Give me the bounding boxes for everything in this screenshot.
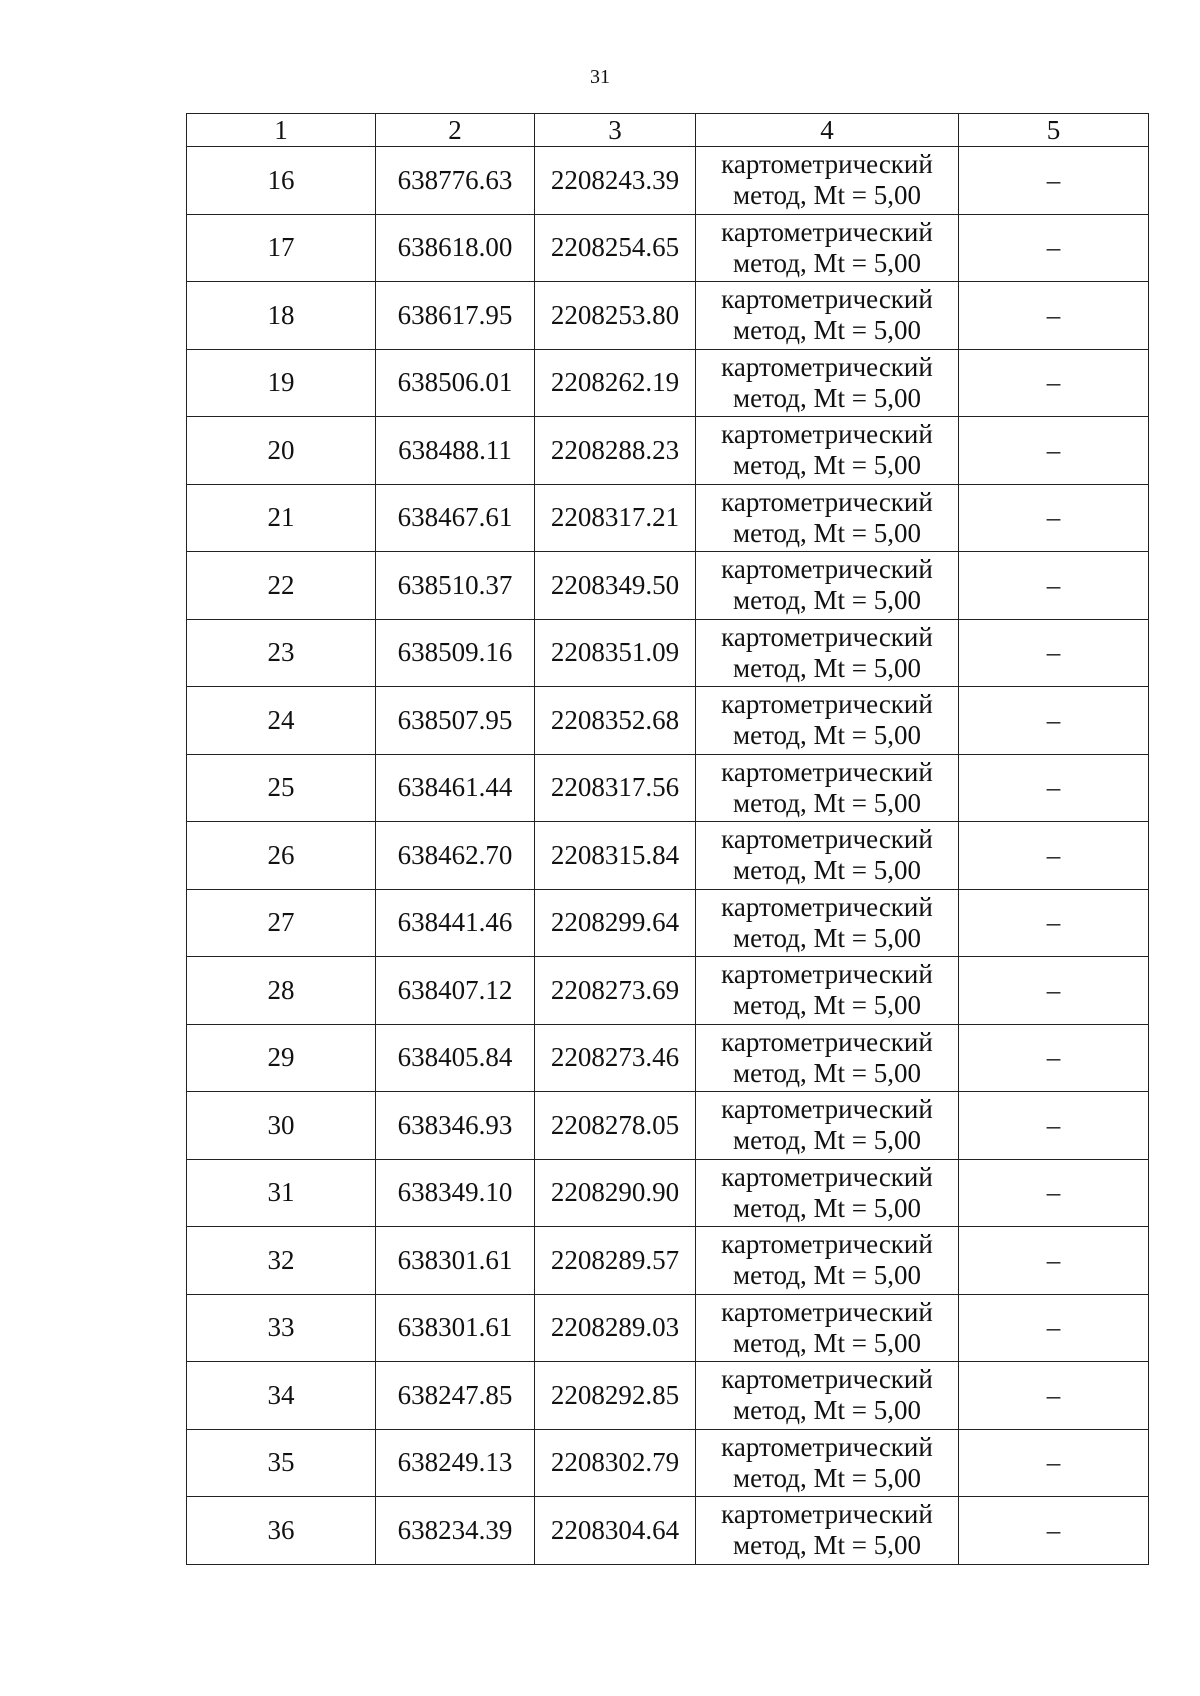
- method-line-2: метод, Mt = 5,00: [733, 922, 921, 953]
- method-cell: [696, 1429, 959, 1497]
- table-row: [187, 1429, 1149, 1497]
- method-line-2: метод, Mt = 5,00: [733, 855, 921, 886]
- method-cell: [696, 147, 959, 215]
- method-line-2: метод, Mt = 5,00: [733, 1125, 921, 1156]
- method-line-1: картометрический: [721, 756, 933, 787]
- x-coordinate-cell: 638349.10: [376, 1159, 535, 1227]
- method-cell: [696, 1497, 959, 1565]
- method-cell: [696, 687, 959, 755]
- note-cell: –: [959, 1294, 1149, 1362]
- note-cell: –: [959, 349, 1149, 417]
- x-coordinate-cell: 638405.84: [376, 1024, 535, 1092]
- point-number-cell: 20: [187, 417, 376, 485]
- point-number-cell: 34: [187, 1362, 376, 1430]
- method-line-1: картометрический: [721, 1229, 933, 1260]
- method-line-2: метод, Mt = 5,00: [733, 652, 921, 683]
- method-line-1: картометрический: [721, 621, 933, 652]
- note-cell: –: [959, 1227, 1149, 1295]
- point-number-cell: 23: [187, 619, 376, 687]
- table-row: [187, 214, 1149, 282]
- table-row: [187, 552, 1149, 620]
- method-line-1: картометрический: [721, 824, 933, 855]
- y-coordinate-cell: 2208262.19: [535, 349, 696, 417]
- x-coordinate-cell: 638346.93: [376, 1092, 535, 1160]
- y-coordinate-cell: 2208299.64: [535, 889, 696, 957]
- y-coordinate-cell: 2208352.68: [535, 687, 696, 755]
- column-header-5: 5: [959, 114, 1149, 147]
- table-row: [187, 619, 1149, 687]
- y-coordinate-cell: 2208288.23: [535, 417, 696, 485]
- y-coordinate-cell: 2208349.50: [535, 552, 696, 620]
- note-cell: –: [959, 1429, 1149, 1497]
- method-line-2: метод, Mt = 5,00: [733, 382, 921, 413]
- x-coordinate-cell: 638301.61: [376, 1294, 535, 1362]
- method-cell: [696, 282, 959, 350]
- point-number-cell: 22: [187, 552, 376, 620]
- y-coordinate-cell: 2208351.09: [535, 619, 696, 687]
- x-coordinate-cell: 638249.13: [376, 1429, 535, 1497]
- method-cell: [696, 349, 959, 417]
- method-line-1: картометрический: [721, 689, 933, 720]
- y-coordinate-cell: 2208273.46: [535, 1024, 696, 1092]
- method-cell: [696, 214, 959, 282]
- note-cell: –: [959, 687, 1149, 755]
- method-line-2: метод, Mt = 5,00: [733, 585, 921, 616]
- table-row: [187, 1227, 1149, 1295]
- method-line-1: картометрический: [721, 351, 933, 382]
- table-row: [187, 754, 1149, 822]
- note-cell: –: [959, 754, 1149, 822]
- method-cell: [696, 619, 959, 687]
- x-coordinate-cell: 638617.95: [376, 282, 535, 350]
- point-number-cell: 18: [187, 282, 376, 350]
- method-line-2: метод, Mt = 5,00: [733, 1057, 921, 1088]
- point-number-cell: 21: [187, 484, 376, 552]
- table-header: [187, 114, 1149, 147]
- y-coordinate-cell: 2208289.03: [535, 1294, 696, 1362]
- x-coordinate-cell: 638506.01: [376, 349, 535, 417]
- method-line-2: метод, Mt = 5,00: [733, 720, 921, 751]
- y-coordinate-cell: 2208292.85: [535, 1362, 696, 1430]
- point-number-cell: 17: [187, 214, 376, 282]
- method-line-1: картометрический: [721, 216, 933, 247]
- method-line-1: картометрический: [721, 284, 933, 315]
- method-line-2: метод, Mt = 5,00: [733, 1462, 921, 1493]
- method-line-1: картометрический: [721, 1431, 933, 1462]
- method-cell: [696, 1024, 959, 1092]
- table-row: [187, 484, 1149, 552]
- table-row: [187, 417, 1149, 485]
- method-line-2: метод, Mt = 5,00: [733, 315, 921, 346]
- table-row: [187, 1159, 1149, 1227]
- table-row: [187, 1362, 1149, 1430]
- point-number-cell: 26: [187, 822, 376, 890]
- method-line-2: метод, Mt = 5,00: [733, 180, 921, 211]
- x-coordinate-cell: 638618.00: [376, 214, 535, 282]
- note-cell: –: [959, 1092, 1149, 1160]
- method-cell: [696, 484, 959, 552]
- x-coordinate-cell: 638247.85: [376, 1362, 535, 1430]
- point-number-cell: 28: [187, 957, 376, 1025]
- method-line-1: картометрический: [721, 554, 933, 585]
- table-row: [187, 687, 1149, 755]
- note-cell: –: [959, 889, 1149, 957]
- method-line-2: метод, Mt = 5,00: [733, 1530, 921, 1561]
- point-number-cell: 16: [187, 147, 376, 215]
- point-number-cell: 31: [187, 1159, 376, 1227]
- x-coordinate-cell: 638488.11: [376, 417, 535, 485]
- table-row: [187, 1024, 1149, 1092]
- method-line-2: метод, Mt = 5,00: [733, 787, 921, 818]
- method-cell: [696, 1362, 959, 1430]
- y-coordinate-cell: 2208254.65: [535, 214, 696, 282]
- method-line-2: метод, Mt = 5,00: [733, 517, 921, 548]
- note-cell: –: [959, 282, 1149, 350]
- method-line-1: картометрический: [721, 149, 933, 180]
- method-line-2: метод, Mt = 5,00: [733, 990, 921, 1021]
- x-coordinate-cell: 638441.46: [376, 889, 535, 957]
- point-number-cell: 33: [187, 1294, 376, 1362]
- note-cell: –: [959, 1024, 1149, 1092]
- method-line-2: метод, Mt = 5,00: [733, 450, 921, 481]
- method-line-2: метод, Mt = 5,00: [733, 1327, 921, 1358]
- note-cell: –: [959, 214, 1149, 282]
- y-coordinate-cell: 2208243.39: [535, 147, 696, 215]
- x-coordinate-cell: 638507.95: [376, 687, 535, 755]
- method-line-1: картометрический: [721, 419, 933, 450]
- header-row: [187, 114, 1149, 147]
- y-coordinate-cell: 2208317.21: [535, 484, 696, 552]
- y-coordinate-cell: 2208302.79: [535, 1429, 696, 1497]
- y-coordinate-cell: 2208315.84: [535, 822, 696, 890]
- y-coordinate-cell: 2208304.64: [535, 1497, 696, 1565]
- method-cell: [696, 889, 959, 957]
- method-cell: [696, 1294, 959, 1362]
- x-coordinate-cell: 638301.61: [376, 1227, 535, 1295]
- y-coordinate-cell: 2208253.80: [535, 282, 696, 350]
- note-cell: –: [959, 619, 1149, 687]
- method-line-1: картометрический: [721, 1499, 933, 1530]
- x-coordinate-cell: 638509.16: [376, 619, 535, 687]
- note-cell: –: [959, 552, 1149, 620]
- column-header-2: 2: [376, 114, 535, 147]
- point-number-cell: 27: [187, 889, 376, 957]
- x-coordinate-cell: 638776.63: [376, 147, 535, 215]
- column-header-4: 4: [696, 114, 959, 147]
- method-line-1: картометрический: [721, 1094, 933, 1125]
- method-line-2: метод, Mt = 5,00: [733, 247, 921, 278]
- point-number-cell: 29: [187, 1024, 376, 1092]
- y-coordinate-cell: 2208273.69: [535, 957, 696, 1025]
- method-line-1: картометрический: [721, 1364, 933, 1395]
- point-number-cell: 19: [187, 349, 376, 417]
- x-coordinate-cell: 638462.70: [376, 822, 535, 890]
- method-line-2: метод, Mt = 5,00: [733, 1192, 921, 1223]
- method-cell: [696, 552, 959, 620]
- table-row: [187, 1092, 1149, 1160]
- table-row: [187, 822, 1149, 890]
- page-number: 31: [590, 66, 610, 88]
- y-coordinate-cell: 2208278.05: [535, 1092, 696, 1160]
- x-coordinate-cell: 638234.39: [376, 1497, 535, 1565]
- table-row: [187, 1294, 1149, 1362]
- method-line-1: картометрический: [721, 486, 933, 517]
- note-cell: –: [959, 1159, 1149, 1227]
- point-number-cell: 32: [187, 1227, 376, 1295]
- point-number-cell: 24: [187, 687, 376, 755]
- method-cell: [696, 957, 959, 1025]
- note-cell: –: [959, 822, 1149, 890]
- table-row: [187, 147, 1149, 215]
- table-row: [187, 1497, 1149, 1565]
- method-cell: [696, 1092, 959, 1160]
- method-line-1: картометрический: [721, 1161, 933, 1192]
- table-row: [187, 889, 1149, 957]
- x-coordinate-cell: 638461.44: [376, 754, 535, 822]
- point-number-cell: 25: [187, 754, 376, 822]
- table-row: [187, 957, 1149, 1025]
- note-cell: –: [959, 147, 1149, 215]
- method-line-2: метод, Mt = 5,00: [733, 1395, 921, 1426]
- method-line-1: картометрический: [721, 959, 933, 990]
- method-line-1: картометрический: [721, 1026, 933, 1057]
- table-body: [187, 147, 1149, 1565]
- note-cell: –: [959, 957, 1149, 1025]
- note-cell: –: [959, 417, 1149, 485]
- x-coordinate-cell: 638407.12: [376, 957, 535, 1025]
- column-header-3: 3: [535, 114, 696, 147]
- y-coordinate-cell: 2208289.57: [535, 1227, 696, 1295]
- method-line-1: картометрический: [721, 1296, 933, 1327]
- method-cell: [696, 1159, 959, 1227]
- method-cell: [696, 822, 959, 890]
- table-row: [187, 282, 1149, 350]
- method-cell: [696, 1227, 959, 1295]
- method-line-1: картометрический: [721, 891, 933, 922]
- method-cell: [696, 754, 959, 822]
- y-coordinate-cell: 2208317.56: [535, 754, 696, 822]
- x-coordinate-cell: 638467.61: [376, 484, 535, 552]
- x-coordinate-cell: 638510.37: [376, 552, 535, 620]
- note-cell: –: [959, 484, 1149, 552]
- note-cell: –: [959, 1497, 1149, 1565]
- column-header-1: 1: [187, 114, 376, 147]
- coordinates-table: [186, 113, 1149, 1565]
- y-coordinate-cell: 2208290.90: [535, 1159, 696, 1227]
- point-number-cell: 35: [187, 1429, 376, 1497]
- note-cell: –: [959, 1362, 1149, 1430]
- method-cell: [696, 417, 959, 485]
- point-number-cell: 36: [187, 1497, 376, 1565]
- table-row: [187, 349, 1149, 417]
- method-line-2: метод, Mt = 5,00: [733, 1260, 921, 1291]
- point-number-cell: 30: [187, 1092, 376, 1160]
